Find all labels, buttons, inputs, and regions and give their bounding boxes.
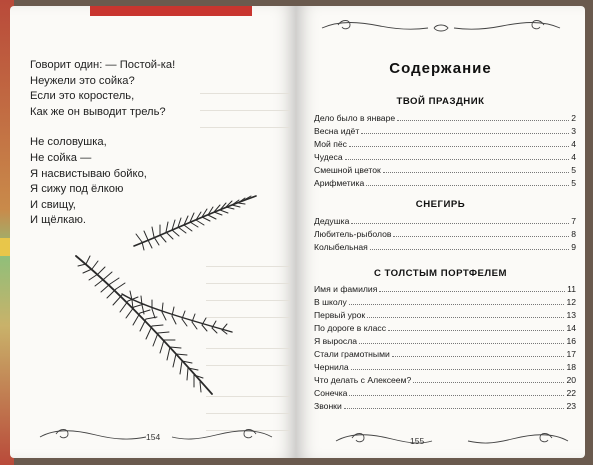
toc-entry-title: Я выросла xyxy=(314,336,357,346)
dot-leader xyxy=(388,330,564,331)
poem-line: Я сижу под ёлкою xyxy=(30,183,124,196)
dot-leader xyxy=(349,395,564,396)
toc-entry-title: Что делать с Алексеем? xyxy=(314,375,412,385)
dot-leader xyxy=(351,369,565,370)
toc-entry[interactable] xyxy=(314,124,576,136)
poem-line: Говорит один: — Постой-ка! xyxy=(30,59,176,71)
toc-entry[interactable] xyxy=(314,321,576,333)
poem-line: И щёлкаю. xyxy=(30,214,86,227)
toc-entry-title: Весна идёт xyxy=(314,126,360,136)
poem-line: Не соловушка, xyxy=(30,136,107,149)
spruce-branch-small-illustration xyxy=(130,184,260,254)
toc-section-title: С ТОЛСТЫМ ПОРТФЕЛЕМ xyxy=(373,268,508,279)
toc-section-title: СНЕГИРЬ xyxy=(415,199,466,210)
dot-leader xyxy=(383,172,569,173)
dot-leader xyxy=(370,249,569,250)
toc-entry-title: Звонки xyxy=(314,401,342,411)
toc-entry-page: 4 xyxy=(571,139,576,149)
ribbon-bookmark xyxy=(90,6,252,16)
toc-entry[interactable] xyxy=(314,137,576,149)
toc-entry-title: В школу xyxy=(314,297,347,307)
poem-line: И свищу, xyxy=(30,198,76,211)
toc-entry-page: 7 xyxy=(571,216,576,226)
dot-leader xyxy=(351,223,569,224)
poem-line: Неужели это сойка? xyxy=(30,74,135,87)
toc-entry[interactable] xyxy=(314,360,576,372)
right-page xyxy=(296,6,585,458)
toc-entry[interactable] xyxy=(314,111,576,123)
toc-entry-title: Сонечка xyxy=(314,388,348,398)
toc-entry-title: Дело было в январе xyxy=(314,113,396,123)
toc-entry-title: Имя и фамилия xyxy=(314,284,378,294)
toc-entry-title: Арифметика xyxy=(314,178,365,188)
spruce-branch-large-illustration xyxy=(62,246,242,406)
toc-entry[interactable] xyxy=(314,214,576,226)
toc-entry[interactable] xyxy=(314,150,576,162)
toc-entry[interactable] xyxy=(314,373,576,385)
dot-leader xyxy=(344,408,565,409)
toc-entry[interactable] xyxy=(314,308,576,320)
toc-entry[interactable] xyxy=(314,334,576,346)
toc-entry-page: 2 xyxy=(571,113,576,123)
toc-entry-page: 3 xyxy=(571,126,576,136)
page-number: 154 xyxy=(146,432,161,442)
dot-leader xyxy=(366,185,569,186)
toc-entry[interactable] xyxy=(314,240,576,252)
header-ornament xyxy=(316,16,566,38)
dot-leader xyxy=(379,291,565,292)
dot-leader xyxy=(349,304,565,305)
toc-entry-page: 23 xyxy=(566,401,576,411)
toc-entry-title: Смешной цветок xyxy=(314,165,381,175)
dot-leader xyxy=(367,317,564,318)
toc-entry-page: 22 xyxy=(566,388,576,398)
dot-leader xyxy=(413,382,564,383)
toc-entry-title: Стали грамотными xyxy=(314,349,390,359)
dot-leader xyxy=(359,343,564,344)
toc-entry-title: Дедушка xyxy=(314,216,350,226)
toc-entry[interactable] xyxy=(314,227,576,239)
bleed-through-text xyxy=(200,80,290,128)
left-page xyxy=(10,6,296,458)
page-number: 155 xyxy=(410,436,425,446)
dot-leader xyxy=(392,356,565,357)
dot-leader xyxy=(345,159,570,160)
toc-entry-page: 16 xyxy=(566,336,576,346)
toc-entry[interactable] xyxy=(314,347,576,359)
toc-entry-page: 4 xyxy=(571,152,576,162)
bookmark-tab xyxy=(0,238,10,256)
poem-stanza-1 xyxy=(30,58,175,120)
toc-entry-title: Чудеса xyxy=(314,152,343,162)
toc-entry-title: Любитель-рыболов xyxy=(314,229,392,239)
dot-leader xyxy=(397,120,569,121)
toc-entry[interactable] xyxy=(314,163,576,175)
toc-entry-page: 5 xyxy=(571,165,576,175)
poem-line: Как же он выводит трель? xyxy=(30,105,166,118)
toc-entry-title: Колыбельная xyxy=(314,242,368,252)
dot-leader xyxy=(361,133,569,134)
toc-entry-title: Чернила xyxy=(314,362,349,372)
toc-entry-page: 18 xyxy=(566,362,576,372)
toc-entry-title: По дороге в класс xyxy=(314,323,387,333)
dot-leader xyxy=(349,146,569,147)
toc-entry[interactable] xyxy=(314,282,576,294)
toc-entry-page: 13 xyxy=(566,310,576,320)
toc-entry-page: 20 xyxy=(566,375,576,385)
toc-entry-page: 12 xyxy=(566,297,576,307)
toc-entry[interactable] xyxy=(314,176,576,188)
dot-leader xyxy=(393,236,569,237)
toc-entry-page: 17 xyxy=(566,349,576,359)
toc-entry-page: 11 xyxy=(567,284,576,294)
toc-section-title: ТВОЙ ПРАЗДНИК xyxy=(396,96,485,107)
toc-entry[interactable] xyxy=(314,399,576,411)
footer-ornament xyxy=(332,430,572,452)
poem-line: Не сойка — xyxy=(30,151,92,164)
toc-entry[interactable] xyxy=(314,386,576,398)
poem-line: Если это коростель, xyxy=(30,90,135,103)
toc-entry[interactable] xyxy=(314,295,576,307)
toc-entry-page: 5 xyxy=(571,178,576,188)
toc-entry-page: 8 xyxy=(571,229,576,239)
toc-entry-title: Мой пёс xyxy=(314,139,347,149)
toc-entry-title: Первый урок xyxy=(314,310,366,320)
poem-line: Я насвистываю бойко, xyxy=(30,167,147,180)
toc-entry-page: 9 xyxy=(571,242,576,252)
toc-entry-page: 14 xyxy=(566,323,576,333)
page-title: Содержание xyxy=(389,60,492,77)
